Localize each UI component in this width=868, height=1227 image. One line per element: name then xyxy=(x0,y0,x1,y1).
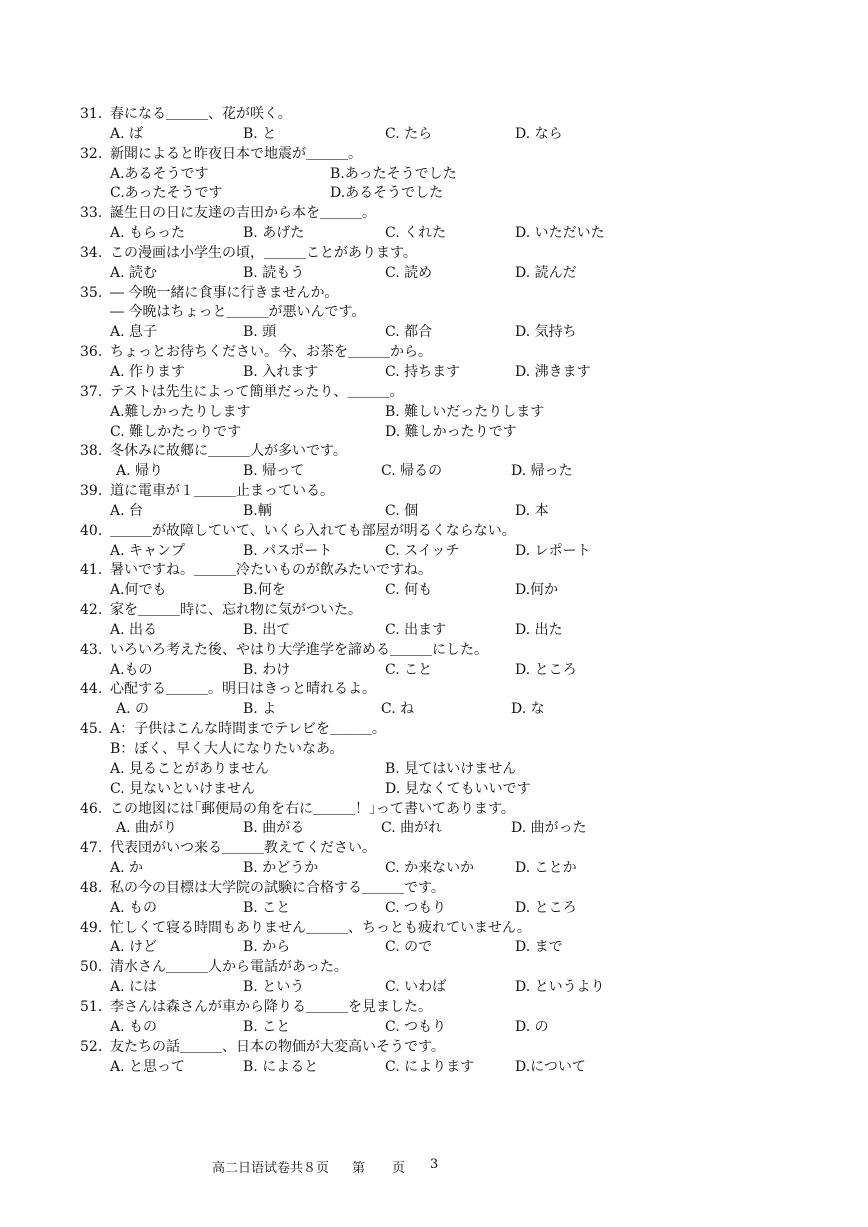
option-d: D. いただいた xyxy=(515,225,605,242)
question-number: 41. xyxy=(80,562,103,579)
question-36 xyxy=(80,343,840,383)
question-40 xyxy=(80,522,840,562)
option-c: C. によります xyxy=(385,1058,475,1075)
question-stem xyxy=(80,919,840,939)
question-text: 暑いですね。＿＿＿冷たいものが飲みたいですね。 xyxy=(110,562,432,579)
option-a: A. もらった xyxy=(110,225,186,242)
option-a: A. 曲がり xyxy=(116,820,178,837)
option-d: D. というより xyxy=(515,979,605,996)
question-text: 道に電車が１＿＿＿止まっている。 xyxy=(110,483,334,500)
option-d: D. 本 xyxy=(515,502,549,519)
question-46 xyxy=(80,800,840,840)
question-stem xyxy=(80,244,840,264)
option-a: A. もの xyxy=(110,1018,158,1035)
option-a: A. 読む xyxy=(110,264,158,281)
question-number: 49. xyxy=(80,919,103,936)
question-text: この漫画は小学生の頃，＿＿＿ことがあります。 xyxy=(110,244,417,261)
options-row xyxy=(80,462,840,482)
option-b: B. 入れます xyxy=(243,363,319,380)
option-b: B. 曲がる xyxy=(243,820,305,837)
option-d: D. まで xyxy=(515,939,563,956)
option-c: C. ね xyxy=(381,701,415,718)
question-stem xyxy=(80,561,840,581)
question-number: 46. xyxy=(80,800,103,817)
question-text: ＿＿＿が故障していて、いくら入れても部屋が明るくならない。 xyxy=(110,522,516,539)
option-b: B.輌 xyxy=(243,502,272,519)
question-number: 50. xyxy=(80,959,103,976)
option-d: D.について xyxy=(515,1058,586,1075)
question-list xyxy=(80,105,840,1077)
options-row xyxy=(80,184,840,204)
options-row xyxy=(80,978,840,998)
option-d: D. 気持ち xyxy=(515,324,577,341)
footer-page-unit: 页 xyxy=(392,1161,406,1176)
question-stem xyxy=(80,383,840,403)
question-number: 36. xyxy=(80,344,103,361)
question-stem xyxy=(80,998,840,1018)
question-number: 52. xyxy=(80,1038,103,1055)
question-stem xyxy=(80,1038,840,1058)
question-38 xyxy=(80,442,840,482)
question-text: 李さんは森さんが車から降りる＿＿＿を見ました。 xyxy=(110,998,432,1015)
option-b: B.何を xyxy=(243,582,286,599)
option-d: D. な xyxy=(511,701,545,718)
option-c: C. 帰るの xyxy=(381,463,443,480)
question-47 xyxy=(80,839,840,879)
option-a: A.何でも xyxy=(110,582,167,599)
option-d: D. 沸きます xyxy=(515,363,591,380)
question-text: 心配する＿＿＿。明日はきっと晴れるよ。 xyxy=(110,681,376,698)
option-c: C. つもり xyxy=(385,899,447,916)
question-stem xyxy=(80,522,840,542)
option-b: B. こと xyxy=(243,899,291,916)
option-d: D.あるそうでした xyxy=(330,185,444,202)
option-b: B. パスポート xyxy=(243,542,333,559)
option-d: D. 読んだ xyxy=(515,264,577,281)
question-stem xyxy=(80,145,840,165)
option-c: C. こと xyxy=(385,661,433,678)
option-c: C.あったそうです xyxy=(110,185,223,202)
option-c: C. いわば xyxy=(385,979,447,996)
options-row xyxy=(80,1018,840,1038)
option-a: A. キャンプ xyxy=(110,542,186,559)
question-number: 47. xyxy=(80,840,103,857)
option-b: B. 見てはいけません xyxy=(385,760,517,777)
option-d: D. なら xyxy=(515,125,563,142)
question-text: 新聞によると昨夜日本で地震が＿＿＿。 xyxy=(110,145,362,162)
question-39 xyxy=(80,482,840,522)
option-c: C. たら xyxy=(385,125,433,142)
question-number: 33. xyxy=(80,205,103,222)
question-34 xyxy=(80,244,840,284)
option-a: A. 見ることがありません xyxy=(110,760,270,777)
option-c: C. か来ないか xyxy=(385,860,475,877)
option-a: A. と思って xyxy=(110,1058,186,1075)
question-number: 34. xyxy=(80,244,103,261)
option-a: A. 作ります xyxy=(110,363,186,380)
option-c: C. 出ます xyxy=(385,621,447,638)
option-b: B. という xyxy=(243,979,305,996)
question-text: 清水さん＿＿＿人から電話があった。 xyxy=(110,959,348,976)
footer-exam-info: 高二日语试卷共８页 xyxy=(212,1161,330,1176)
question-stem xyxy=(80,284,840,304)
question-51 xyxy=(80,998,840,1038)
question-number: 45. xyxy=(80,721,103,738)
option-a: A. には xyxy=(110,979,158,996)
option-d: D.何か xyxy=(515,582,559,599)
option-c: C. 都合 xyxy=(385,324,433,341)
option-c: C. くれた xyxy=(385,225,447,242)
option-a: A.難しかったりします xyxy=(110,403,251,420)
option-c: C. 持ちます xyxy=(385,363,461,380)
question-stem xyxy=(80,720,840,740)
question-35 xyxy=(80,284,840,344)
question-44 xyxy=(80,680,840,720)
option-c: C. スイッチ xyxy=(385,542,460,559)
options-row xyxy=(80,264,840,284)
question-number: 51. xyxy=(80,998,103,1015)
question-number: 40. xyxy=(80,522,103,539)
options-row xyxy=(80,819,840,839)
options-row xyxy=(80,760,840,780)
footer-page-number: 3 xyxy=(430,1157,439,1172)
question-text: 代表団がいつ来る＿＿＿教えてください。 xyxy=(110,840,376,857)
question-stem xyxy=(80,343,840,363)
option-c: C. 難しかたっりです xyxy=(110,423,242,440)
question-text: 春になる＿＿＿、花が咲く。 xyxy=(110,106,292,122)
options-row xyxy=(80,1058,840,1078)
question-52 xyxy=(80,1038,840,1078)
option-b: B. わけ xyxy=(243,661,291,678)
question-text: いろいろ考えた後、やはり大学進学を諦める＿＿＿にした。 xyxy=(110,641,488,658)
question-number: 32. xyxy=(80,145,103,162)
question-text: 友たちの話＿＿＿、日本の物価が大変高いそうです。 xyxy=(110,1038,445,1055)
question-stem xyxy=(80,204,840,224)
options-row xyxy=(80,899,840,919)
question-number: 39. xyxy=(80,483,103,500)
option-a: A.あるそうです xyxy=(110,165,209,182)
options-row xyxy=(80,165,840,185)
question-text: 私の今の目標は大学院の試験に合格する＿＿＿です。 xyxy=(110,879,445,896)
question-42 xyxy=(80,601,840,641)
options-row xyxy=(80,224,840,244)
question-number: 48. xyxy=(80,879,103,896)
options-row xyxy=(80,542,840,562)
question-stem xyxy=(80,839,840,859)
options-row xyxy=(80,938,840,958)
option-a: A. か xyxy=(110,860,144,877)
option-a: A. 出る xyxy=(110,621,158,638)
question-41 xyxy=(80,561,840,601)
question-text: ちょっとお待ちください。今、お茶を＿＿＿から。 xyxy=(110,344,432,361)
option-b: B. こと xyxy=(243,1018,291,1035)
footer-page-label: 第 xyxy=(352,1161,366,1176)
option-c: C. 読め xyxy=(385,264,433,281)
option-d: D. 見なくてもいいです xyxy=(385,780,531,797)
question-number: 35. xyxy=(80,284,103,301)
option-c: C. ので xyxy=(385,939,433,956)
option-d: D. ところ xyxy=(515,899,577,916)
options-row xyxy=(80,661,840,681)
question-stem xyxy=(80,800,840,820)
options-row xyxy=(80,581,840,601)
question-text: 誕生日の日に友達の吉田から本を＿＿＿。 xyxy=(110,205,376,222)
question-stem xyxy=(80,482,840,502)
option-b: B. あげた xyxy=(243,225,305,242)
options-row xyxy=(80,621,840,641)
option-b: B. 難しいだったりします xyxy=(385,403,545,420)
question-text: 冬休みに故郷に＿＿＿人が多いです。 xyxy=(110,443,347,460)
question-number: 42. xyxy=(80,602,103,619)
question-45 xyxy=(80,720,840,799)
question-text: テストは先生によって簡単だったり、＿＿＿。 xyxy=(110,383,404,400)
option-b: B. 頭 xyxy=(243,324,277,341)
options-row xyxy=(80,125,840,145)
question-text: 忙しくて寝る時間もありません＿＿＿、ちっとも疲れていません。 xyxy=(110,919,531,936)
option-d: D. の xyxy=(515,1018,549,1035)
option-c: C. つもり xyxy=(385,1018,447,1035)
options-row xyxy=(80,403,840,423)
option-b: B. によると xyxy=(243,1058,319,1075)
question-number: 43. xyxy=(80,641,103,658)
option-b: B. と xyxy=(243,125,277,142)
question-50 xyxy=(80,958,840,998)
question-48 xyxy=(80,879,840,919)
options-row xyxy=(80,323,840,343)
option-a: A. もの xyxy=(110,899,158,916)
option-a: A.もの xyxy=(110,661,153,678)
option-a: A. けど xyxy=(110,939,158,956)
question-text-continued: ― 今晩はちょっと＿＿＿が悪いんです。 xyxy=(110,304,366,321)
option-c: C. 曲がれ xyxy=(381,820,443,837)
option-b: B. よ xyxy=(243,701,277,718)
question-stem xyxy=(80,442,840,462)
option-d: D. ことか xyxy=(515,860,577,877)
options-row xyxy=(80,700,840,720)
question-text: ― 今晩一緒に食事に行きませんか。 xyxy=(110,284,339,301)
question-stem xyxy=(80,641,840,661)
option-b: B. から xyxy=(243,939,291,956)
question-number: 31. xyxy=(80,106,103,122)
question-number: 38. xyxy=(80,443,103,460)
question-stem xyxy=(80,601,840,621)
option-b: B. 帰って xyxy=(243,463,305,480)
question-text: 家を＿＿＿時に、忘れ物に気がついた。 xyxy=(110,602,362,619)
option-c: C. 個 xyxy=(385,502,419,519)
question-37 xyxy=(80,383,840,443)
question-number: 37. xyxy=(80,383,103,400)
options-row xyxy=(80,780,840,800)
option-d: D. 曲がった xyxy=(511,820,587,837)
option-b: B. 出て xyxy=(243,621,291,638)
question-stem xyxy=(80,879,840,899)
option-c: C. 見ないといけません xyxy=(110,780,256,797)
question-31 xyxy=(80,105,840,145)
option-a: A. 息子 xyxy=(110,324,158,341)
options-row xyxy=(80,859,840,879)
question-stem xyxy=(80,958,840,978)
question-33 xyxy=(80,204,840,244)
option-d: D. 出た xyxy=(515,621,563,638)
option-d: D. 難しかったりです xyxy=(385,423,517,440)
option-b: B.あったそうでした xyxy=(330,165,457,182)
option-a: A. ば xyxy=(110,125,144,142)
option-a: A. 台 xyxy=(110,502,144,519)
options-row xyxy=(80,363,840,383)
option-d: D. ところ xyxy=(515,661,577,678)
question-text-continued: B：ぼく、早く大人になりたいなあ。 xyxy=(110,741,344,757)
option-b: B. 読もう xyxy=(243,264,305,281)
options-row xyxy=(80,502,840,522)
question-text: この地図には｢郵便局の角を右に＿＿＿！｣って書いてあります。 xyxy=(110,800,515,817)
option-d: D. レポート xyxy=(515,542,591,559)
option-a: A. 帰り xyxy=(116,463,164,480)
question-32 xyxy=(80,145,840,205)
option-b: B. かどうか xyxy=(243,860,319,877)
question-text: A：子供はこんな時間までテレビを＿＿＿。 xyxy=(110,721,386,738)
question-stem xyxy=(80,680,840,700)
question-number: 44. xyxy=(80,681,103,698)
options-row xyxy=(80,423,840,443)
question-49 xyxy=(80,919,840,959)
option-a: A. の xyxy=(116,701,150,718)
option-d: D. 帰った xyxy=(511,463,573,480)
question-stem xyxy=(80,105,840,125)
option-c: C. 何も xyxy=(385,582,433,599)
question-43 xyxy=(80,641,840,681)
